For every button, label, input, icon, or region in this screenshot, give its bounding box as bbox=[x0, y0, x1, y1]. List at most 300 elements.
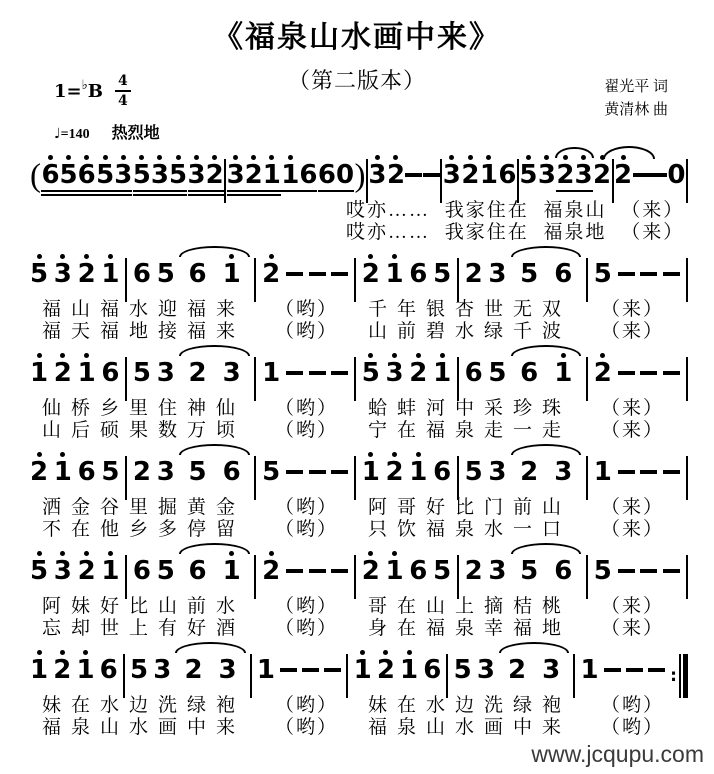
note-group bbox=[594, 353, 612, 386]
note bbox=[262, 254, 280, 287]
barline bbox=[254, 258, 256, 302]
note-group bbox=[54, 452, 72, 485]
note-number: 5 bbox=[96, 160, 115, 190]
note-number: 5 bbox=[30, 259, 49, 289]
note-group bbox=[488, 254, 506, 287]
note-group bbox=[362, 551, 380, 584]
beam-underline bbox=[133, 194, 187, 196]
note-number: 2 bbox=[556, 160, 575, 190]
duration-dash bbox=[405, 173, 422, 177]
note-group bbox=[409, 452, 427, 485]
lyric-paren: （来） bbox=[600, 321, 664, 342]
lyric-segment: 只饮福泉水一口 bbox=[367, 519, 571, 540]
note-number: 2 bbox=[461, 160, 480, 190]
note-number: 2 bbox=[464, 259, 483, 289]
repeat-end-barline bbox=[670, 654, 688, 698]
note bbox=[667, 155, 685, 188]
note-group bbox=[409, 551, 427, 584]
lyric-line bbox=[30, 298, 688, 320]
barline bbox=[354, 456, 356, 500]
notes-row bbox=[30, 155, 688, 199]
duration-dash bbox=[640, 470, 657, 474]
duration-dash bbox=[640, 272, 657, 276]
note bbox=[362, 452, 380, 485]
note bbox=[78, 254, 96, 287]
page-title: 《福泉山水画中来》 bbox=[213, 21, 501, 54]
note-number: 2 bbox=[385, 457, 404, 487]
bpm: =140 bbox=[60, 127, 90, 142]
note-number: 5 bbox=[519, 160, 538, 190]
barline bbox=[586, 258, 588, 302]
note-number: 5 bbox=[262, 457, 281, 487]
duration-dash bbox=[309, 371, 326, 375]
note bbox=[538, 155, 556, 188]
note-group bbox=[180, 452, 248, 485]
note-group bbox=[400, 650, 418, 683]
note bbox=[133, 155, 151, 188]
barline bbox=[586, 555, 588, 599]
note-group bbox=[76, 650, 94, 683]
note-number: 3 bbox=[53, 259, 72, 289]
note-number: 1 bbox=[222, 259, 241, 289]
note-number: 6 bbox=[132, 556, 151, 586]
lyric-segment: 忘却世上有好酒 bbox=[42, 618, 246, 639]
note-group bbox=[101, 452, 119, 485]
music-system bbox=[30, 245, 688, 342]
note-group bbox=[387, 155, 405, 188]
note bbox=[157, 254, 175, 287]
note bbox=[409, 452, 427, 485]
barline bbox=[125, 555, 127, 599]
note-number: 3 bbox=[542, 655, 561, 685]
duration-dash bbox=[640, 371, 657, 375]
lyric-paren: （哟） bbox=[274, 321, 338, 342]
note bbox=[385, 353, 403, 386]
note bbox=[433, 452, 451, 485]
note-number: 3 bbox=[150, 160, 169, 190]
note-number: 0 bbox=[667, 160, 686, 190]
note-number: 1 bbox=[101, 556, 120, 586]
barline bbox=[354, 357, 356, 401]
lyric-segment: 福天福地接福来 bbox=[42, 321, 246, 342]
note-number: 3 bbox=[187, 160, 206, 190]
note bbox=[400, 650, 418, 683]
note bbox=[54, 452, 72, 485]
note-number: 2 bbox=[593, 358, 612, 388]
note-number: 2 bbox=[593, 160, 612, 190]
note-number: 2 bbox=[53, 655, 72, 685]
note bbox=[153, 650, 171, 683]
note bbox=[433, 551, 451, 584]
barline bbox=[457, 456, 459, 500]
note-number: 3 bbox=[574, 160, 593, 190]
note-group bbox=[78, 551, 96, 584]
note-number: 5 bbox=[59, 160, 78, 190]
note bbox=[594, 551, 612, 584]
lyric-line bbox=[30, 617, 688, 639]
note-number: 2 bbox=[386, 160, 406, 190]
note bbox=[488, 452, 506, 485]
note bbox=[54, 551, 72, 584]
duration-dash bbox=[309, 272, 326, 276]
score-systems bbox=[30, 146, 688, 740]
note bbox=[30, 452, 48, 485]
note-number: 3 bbox=[554, 457, 573, 487]
note-group bbox=[580, 650, 598, 683]
lyric-paren: （哟） bbox=[274, 420, 338, 441]
barline bbox=[686, 555, 688, 599]
lyric-segment: 福泉山水画中来 bbox=[42, 717, 246, 738]
note-group bbox=[157, 353, 175, 386]
note-number: 5 bbox=[453, 655, 472, 685]
note bbox=[498, 155, 516, 188]
note-number: 1 bbox=[30, 655, 49, 685]
notes-row bbox=[30, 353, 688, 397]
note-group bbox=[54, 551, 72, 584]
note bbox=[409, 254, 427, 287]
note-group bbox=[614, 155, 632, 188]
note-group bbox=[433, 452, 451, 485]
note-number: 1 bbox=[77, 358, 96, 388]
lyric-line bbox=[30, 397, 688, 419]
note-group bbox=[101, 254, 119, 287]
note bbox=[133, 551, 151, 584]
note-number: 5 bbox=[156, 556, 175, 586]
note bbox=[461, 155, 479, 188]
lyric-segment: 阿妹好比山前水 bbox=[42, 596, 246, 617]
note bbox=[188, 353, 206, 386]
beam-underline bbox=[188, 190, 224, 192]
duration-dash bbox=[331, 470, 348, 474]
barline bbox=[457, 258, 459, 302]
note bbox=[30, 353, 48, 386]
note-number: 2 bbox=[184, 655, 203, 685]
note-number: 5 bbox=[132, 358, 151, 388]
thin-barline bbox=[679, 654, 681, 698]
parenthesis: ( bbox=[30, 158, 41, 194]
duration-dash bbox=[331, 272, 348, 276]
note bbox=[433, 254, 451, 287]
lyric-segment: 妹在水边洗绿袍 bbox=[367, 695, 571, 716]
duration-dash bbox=[286, 371, 303, 375]
music-system bbox=[30, 542, 688, 639]
thick-barline bbox=[683, 654, 688, 698]
lyric-segment: 阿哥好比门前山 bbox=[367, 497, 571, 518]
note bbox=[488, 353, 506, 386]
note-group bbox=[593, 155, 611, 188]
lyric-segment: 哥在山上摘桔桃 bbox=[367, 596, 571, 617]
note-group bbox=[176, 650, 244, 683]
note-number: 2 bbox=[205, 160, 224, 190]
note-group bbox=[157, 551, 175, 584]
lyric-paren: （来） bbox=[600, 596, 664, 617]
duration-dash bbox=[309, 470, 326, 474]
note-group bbox=[180, 551, 248, 584]
note-group bbox=[78, 353, 96, 386]
note-number: 3 bbox=[368, 160, 387, 190]
note-group bbox=[538, 155, 556, 188]
note-number: 6 bbox=[520, 358, 539, 388]
lyric-segment: 身在福泉幸福地 bbox=[367, 618, 571, 639]
lyric-paren: （哟） bbox=[600, 695, 664, 716]
note-number: 6 bbox=[299, 160, 318, 190]
note-group bbox=[362, 353, 380, 386]
note-group bbox=[101, 551, 119, 584]
note bbox=[188, 155, 206, 188]
lyric-paren: （哟） bbox=[600, 717, 664, 738]
note bbox=[245, 155, 263, 188]
note-number: 2 bbox=[464, 556, 483, 586]
note bbox=[465, 353, 483, 386]
note-number: 2 bbox=[244, 160, 263, 190]
note-group bbox=[262, 254, 280, 287]
note-number: 1 bbox=[385, 556, 404, 586]
repeat-dots: : bbox=[670, 666, 677, 686]
barline bbox=[123, 654, 125, 698]
beam-underline bbox=[227, 194, 281, 196]
note-group bbox=[433, 254, 451, 287]
note bbox=[169, 155, 187, 188]
beam-underline bbox=[281, 190, 317, 192]
note-group bbox=[188, 155, 224, 196]
lyric-paren: （来） bbox=[600, 618, 664, 639]
barline bbox=[254, 555, 256, 599]
note-number: 6 bbox=[77, 160, 96, 190]
note-number: 3 bbox=[153, 655, 172, 685]
note-number: 1 bbox=[400, 655, 419, 685]
note-number: 5 bbox=[188, 457, 207, 487]
barline bbox=[250, 654, 252, 698]
note-number: 3 bbox=[385, 358, 404, 388]
lyric-paren: （哟） bbox=[274, 519, 338, 540]
note-group bbox=[556, 155, 592, 192]
note-group bbox=[385, 254, 403, 287]
note-number: 1 bbox=[281, 160, 300, 190]
note-group bbox=[488, 551, 506, 584]
music-system bbox=[30, 443, 688, 540]
lyric-line bbox=[30, 320, 688, 342]
note bbox=[423, 650, 441, 683]
note-number: 3 bbox=[537, 160, 556, 190]
note-group bbox=[465, 254, 483, 287]
note-number: 3 bbox=[222, 358, 241, 388]
note-group bbox=[281, 155, 317, 192]
note bbox=[433, 353, 451, 386]
barline bbox=[686, 159, 688, 203]
duration-dash bbox=[618, 569, 635, 573]
note-number: 3 bbox=[114, 160, 133, 190]
note bbox=[554, 452, 572, 485]
note bbox=[362, 254, 380, 287]
note-number: 1 bbox=[262, 358, 281, 388]
time-signature bbox=[115, 74, 131, 108]
lyric-paren: （来） bbox=[600, 398, 664, 419]
note-number: 3 bbox=[476, 655, 495, 685]
note-number: 2 bbox=[77, 556, 96, 586]
note bbox=[554, 551, 572, 584]
note-group bbox=[100, 650, 118, 683]
note bbox=[257, 650, 275, 683]
lyricist: 翟光平 词 bbox=[604, 79, 668, 95]
note bbox=[362, 353, 380, 386]
note-group bbox=[130, 650, 148, 683]
note-number: 5 bbox=[464, 457, 483, 487]
note-group bbox=[78, 452, 96, 485]
note-group bbox=[409, 353, 427, 386]
barline bbox=[254, 456, 256, 500]
notes-row bbox=[30, 254, 688, 298]
note-number: 1 bbox=[76, 655, 95, 685]
lyric-paren: （哟） bbox=[274, 497, 338, 518]
barline bbox=[254, 357, 256, 401]
note bbox=[594, 452, 612, 485]
note-group bbox=[385, 353, 403, 386]
note bbox=[76, 650, 94, 683]
key-note: B bbox=[87, 80, 103, 102]
note-number: 5 bbox=[593, 259, 612, 289]
subtitle-version: （第二版本） bbox=[287, 68, 426, 93]
note-number: 3 bbox=[156, 457, 175, 487]
note-group bbox=[443, 155, 461, 188]
duration-dash bbox=[286, 272, 303, 276]
note bbox=[520, 353, 538, 386]
note-number: 2 bbox=[614, 160, 633, 190]
note bbox=[465, 551, 483, 584]
note-group bbox=[594, 254, 612, 287]
note-group bbox=[101, 353, 119, 386]
note-group bbox=[385, 452, 403, 485]
duration-dash bbox=[640, 569, 657, 573]
duration-dash bbox=[650, 173, 667, 177]
note-group bbox=[461, 155, 479, 188]
beam-underline bbox=[41, 190, 95, 192]
note-number: 6 bbox=[554, 259, 573, 289]
note bbox=[594, 254, 612, 287]
lyric-paren: （哟） bbox=[274, 398, 338, 419]
key-signature bbox=[54, 74, 131, 108]
barline bbox=[573, 654, 575, 698]
note-number: 3 bbox=[218, 655, 237, 685]
note-group bbox=[227, 155, 281, 196]
note bbox=[508, 650, 526, 683]
note-number: 5 bbox=[361, 358, 380, 388]
note-group bbox=[157, 254, 175, 287]
note bbox=[477, 650, 495, 683]
note-number: 1 bbox=[222, 556, 241, 586]
note bbox=[385, 551, 403, 584]
note bbox=[580, 650, 598, 683]
note bbox=[614, 155, 632, 188]
note bbox=[362, 551, 380, 584]
beam-underline bbox=[556, 190, 592, 192]
note bbox=[30, 650, 48, 683]
note-number: 6 bbox=[222, 457, 241, 487]
note bbox=[30, 254, 48, 287]
barline bbox=[446, 654, 448, 698]
note bbox=[354, 650, 372, 683]
note-number: 1 bbox=[433, 358, 452, 388]
note-number: 5 bbox=[488, 358, 507, 388]
duration-dash bbox=[618, 371, 635, 375]
note-group bbox=[409, 254, 427, 287]
note bbox=[575, 155, 593, 188]
note bbox=[101, 452, 119, 485]
barline bbox=[686, 258, 688, 302]
note-number: 6 bbox=[409, 259, 428, 289]
lyric-text: 哎亦…… 我家住在 福泉地 （来） bbox=[346, 222, 685, 243]
note bbox=[151, 155, 169, 188]
duration-dash bbox=[663, 569, 680, 573]
note-number: 2 bbox=[409, 358, 428, 388]
meter-numerator: 4 bbox=[115, 74, 131, 92]
note-group bbox=[180, 353, 248, 386]
note bbox=[223, 452, 241, 485]
note bbox=[443, 155, 461, 188]
music-system bbox=[30, 641, 688, 738]
lyric-paren: （哟） bbox=[274, 618, 338, 639]
tempo-marking bbox=[54, 120, 160, 143]
lyric-line bbox=[30, 716, 688, 738]
note-number: 1 bbox=[361, 457, 380, 487]
note bbox=[223, 254, 241, 287]
note bbox=[101, 254, 119, 287]
note bbox=[520, 551, 538, 584]
note bbox=[318, 155, 336, 188]
note-group bbox=[594, 452, 612, 485]
meter-denominator: 4 bbox=[117, 93, 128, 109]
note bbox=[488, 551, 506, 584]
note bbox=[54, 254, 72, 287]
lyric-paren: （来） bbox=[600, 497, 664, 518]
note-number: 6 bbox=[188, 556, 207, 586]
note-number: 2 bbox=[188, 358, 207, 388]
note-number: 1 bbox=[409, 457, 428, 487]
note bbox=[594, 353, 612, 386]
lyric-segment: 仙桥乡里住神仙 bbox=[42, 398, 246, 419]
note bbox=[206, 155, 224, 188]
note-group bbox=[30, 254, 48, 287]
note-group bbox=[480, 155, 498, 188]
lyric-segment: 千年银杏世无双 bbox=[367, 299, 571, 320]
duration-dash bbox=[663, 272, 680, 276]
note-number: 2 bbox=[361, 556, 380, 586]
note bbox=[78, 551, 96, 584]
note-number: 1 bbox=[53, 457, 72, 487]
note bbox=[480, 155, 498, 188]
beam-underline bbox=[96, 194, 132, 196]
watermark-link[interactable]: www.jcqupu.com bbox=[531, 741, 704, 767]
note-group bbox=[362, 452, 380, 485]
note-group bbox=[262, 452, 280, 485]
lyric-paren: （哟） bbox=[274, 299, 338, 320]
note-group bbox=[477, 650, 495, 683]
lyric-line bbox=[30, 419, 688, 441]
note-group bbox=[30, 551, 48, 584]
note-group bbox=[53, 650, 71, 683]
barline bbox=[354, 258, 356, 302]
note-group bbox=[512, 353, 580, 386]
note-number: 0 bbox=[336, 160, 355, 190]
note-number: 2 bbox=[361, 259, 380, 289]
note-group bbox=[133, 551, 151, 584]
note bbox=[263, 155, 281, 188]
note-group bbox=[41, 155, 95, 196]
barline bbox=[586, 456, 588, 500]
lyric-segment: 洒金谷里掘黄金 bbox=[42, 497, 246, 518]
note-number: 6 bbox=[77, 457, 96, 487]
note-number: 1 bbox=[353, 655, 372, 685]
lyric-segment: 不在他乡多停留 bbox=[42, 519, 246, 540]
